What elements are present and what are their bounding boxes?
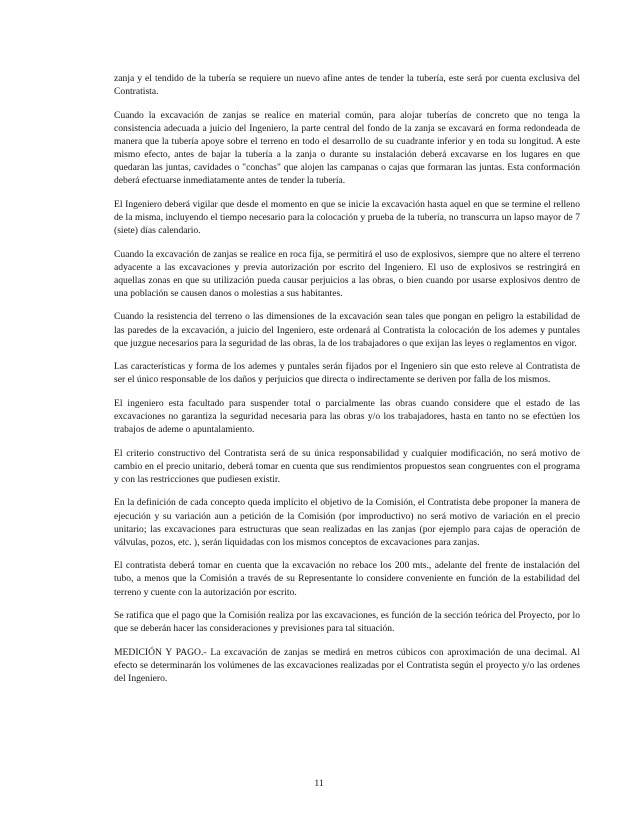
paragraph-concept-definition: En la definición de cada concepto queda implícito el objetivo de la Comisión, el Contratista debe proponer la manera de ejecución y su variación aun a petición de la Comisión (por improductivo) no será motivo de variación en el precio unitario; las excavaciones para estructuras que sean realizadas en las zanjas (por ejemplo para cajas de operación de válvulas, pozos, etc. ), serán liquidadas con los mismos conceptos de excavaciones para zanjas. <box>114 497 580 548</box>
paragraph-rock-explosives: Cuando la excavación de zanjas se realice en roca fija, se permitirá el uso de explosivos, siempre que no altere el terreno adyacente a las excavaciones y previa autorización por escrito del Ingeniero. El uso de explosivos se restringirá en aquellas zonas en que su utilización pueda causar perjuicios a las obras, o bien cuando por usarse explosivos dentro de una población se causen danos o molestias a sus habitantes. <box>114 248 580 299</box>
paragraph-common-material-excavation: Cuando la excavación de zanjas se realice en material común, para alojar tuberías de concreto que no tenga la consistencia adecuada a juicio del Ingeniero, la parte central del fondo de la zanja se excavará en forma redondeada de manera que la tubería apoye sobre el terreno en todo el desarrollo de su cuadrante inferior y en toda su longitud. A este mismo efecto, antes de bajar la tubería a la zanja o durante su instalación deberá excavarse en los lugares en que quedaran las juntas, cavidades o "conchas" que alojen las campanas o cajas que formaran las juntas. Esta conformación deberá efectuarse inmediatamente antes de tender la tubería. <box>114 109 580 187</box>
paragraph-trench-pipe-finish: zanja y el tendido de la tubería se requiere un nuevo afine antes de tender la tubería, este será por cuenta exclusiva del Contratista. <box>114 73 580 98</box>
paragraph-excavation-limit: El contratista deberá tomar en cuenta que la excavación no rebace los 200 mts., adelante del frente de instalación del tubo, a menos que la Comisión a través de su Representante lo considere conveniente en función de la estabilidad del terreno y cuente con la autorización por escrito. <box>114 560 580 598</box>
paragraph-shoring-characteristics: Las características y forma de los ademes y puntales serán fijados por el Ingeniero sin que esto releve al Contratista de ser el único responsable de los daños y perjuicios que directa o indirectamente se deriven por falla de los mismos. <box>114 361 580 386</box>
paragraph-engineer-supervision: El Ingeniero deberá vigilar que desde el momento en que se inicie la excavación hasta aquel en que se termine el relleno de la misma, incluyendo el tiempo necesario para la colocación y prueba de la tubería, no transcurra un lapso mayor de 7 (siete) días calendario. <box>114 198 580 236</box>
paragraph-measurement-payment: MEDICIÓN Y PAGO.- La excavación de zanjas se medirá en metros cúbicos con aproximación de una decimal. Al efecto se determinarán los volúmenes de las excavaciones realizadas por el Contratista según el proyecto y/o las ordenes del Ingeniero. <box>114 646 580 684</box>
paragraph-soil-resistance-shoring: Cuando la resistencia del terreno o las dimensiones de la excavación sean tales que pongan en peligro la estabilidad de las paredes de la excavación, a juicio del Ingeniero, este ordenará al Contratista la colocación de los ademes y puntales que juzgue necesarios para la seguridad de las obras, la de los trabajadores o que exijan las leyes o reglamentos en vigor. <box>114 311 580 349</box>
paragraph-payment-ratification: Se ratifica que el pago que la Comisión realiza por las excavaciones, es función de la sección teórica del Proyecto, por lo que se deberán hacer las consideraciones y previsiones para tal situación. <box>114 610 580 635</box>
document-body <box>114 72 580 696</box>
page-number: 11 <box>314 778 324 789</box>
paragraph-work-suspension: El ingeniero esta facultado para suspender total o parcialmente las obras cuando considere que el estado de las excavaciones no garantiza la seguridad necesaria para las obras y/o los trabajadores, hasta en tanto no se efectúen los trabajos de ademe o apuntalamiento. <box>114 397 580 436</box>
paragraph-construction-criteria: El criterio constructivo del Contratista será de su única responsabilidad y cualquier modificación, no será motivo de cambio en el precio unitario, deberá tomar en cuenta que sus rendimientos propuestos sean congruentes con el programa y con las restricciones que pudiesen existir. <box>114 447 580 485</box>
